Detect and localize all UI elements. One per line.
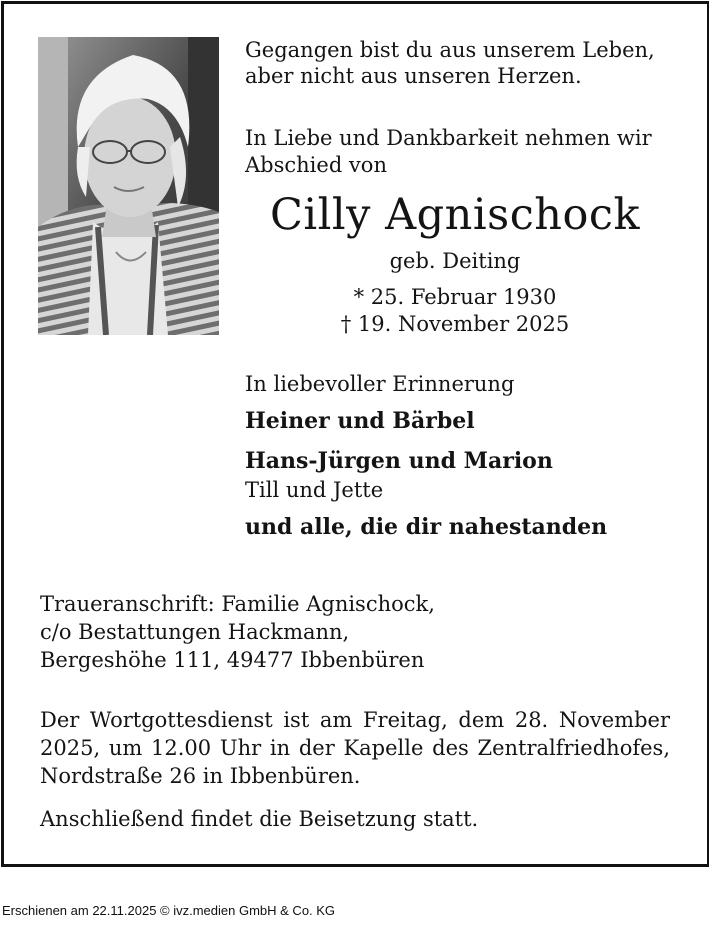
- service-line-1: Der Wortgottesdienst ist am Freitag, dem 28. November: [40, 708, 670, 732]
- intro-line-1: In Liebe und Dankbarkeit nehmen wir: [245, 126, 652, 150]
- family-all: und alle, die dir nahestanden: [245, 514, 608, 540]
- service-line-3: Nordstraße 26 in Ibbenbüren.: [40, 764, 361, 788]
- portrait-photo: [38, 37, 219, 335]
- quote-line-2: aber nicht aus unseren Herzen.: [245, 64, 582, 88]
- birth-date: * 25. Februar 1930: [353, 285, 557, 309]
- family-children: Till und Jette: [245, 478, 384, 502]
- service-line-2: 2025, um 12.00 Uhr in der Kapelle des Zentralfriedhofes,: [40, 736, 670, 760]
- remembrance-line: In liebevoller Erinnerung: [245, 372, 515, 396]
- portrait-illustration: [38, 37, 219, 335]
- address-line-3: Bergeshöhe 111, 49477 Ibbenbüren: [40, 648, 425, 672]
- maiden-name: geb. Deiting: [389, 249, 521, 273]
- family-hans-juergen-marion: Hans-Jürgen und Marion: [245, 448, 553, 474]
- burial-line: Anschließend findet die Beisetzung statt.: [40, 807, 479, 831]
- family-heiner-baerbel: Heiner und Bärbel: [245, 408, 475, 434]
- publication-footer: Erschienen am 22.11.2025 © ivz.medien GmbH & Co. KG: [2, 903, 336, 918]
- quote-line-1: Gegangen bist du aus unserem Leben,: [245, 38, 655, 62]
- address-line-1: Traueranschrift: Familie Agnischock,: [40, 592, 435, 616]
- intro-line-2: Abschied von: [245, 153, 387, 177]
- death-date: † 19. November 2025: [340, 312, 570, 336]
- address-line-2: c/o Bestattungen Hackmann,: [40, 620, 350, 644]
- deceased-name: Cilly Agnischock: [269, 190, 640, 240]
